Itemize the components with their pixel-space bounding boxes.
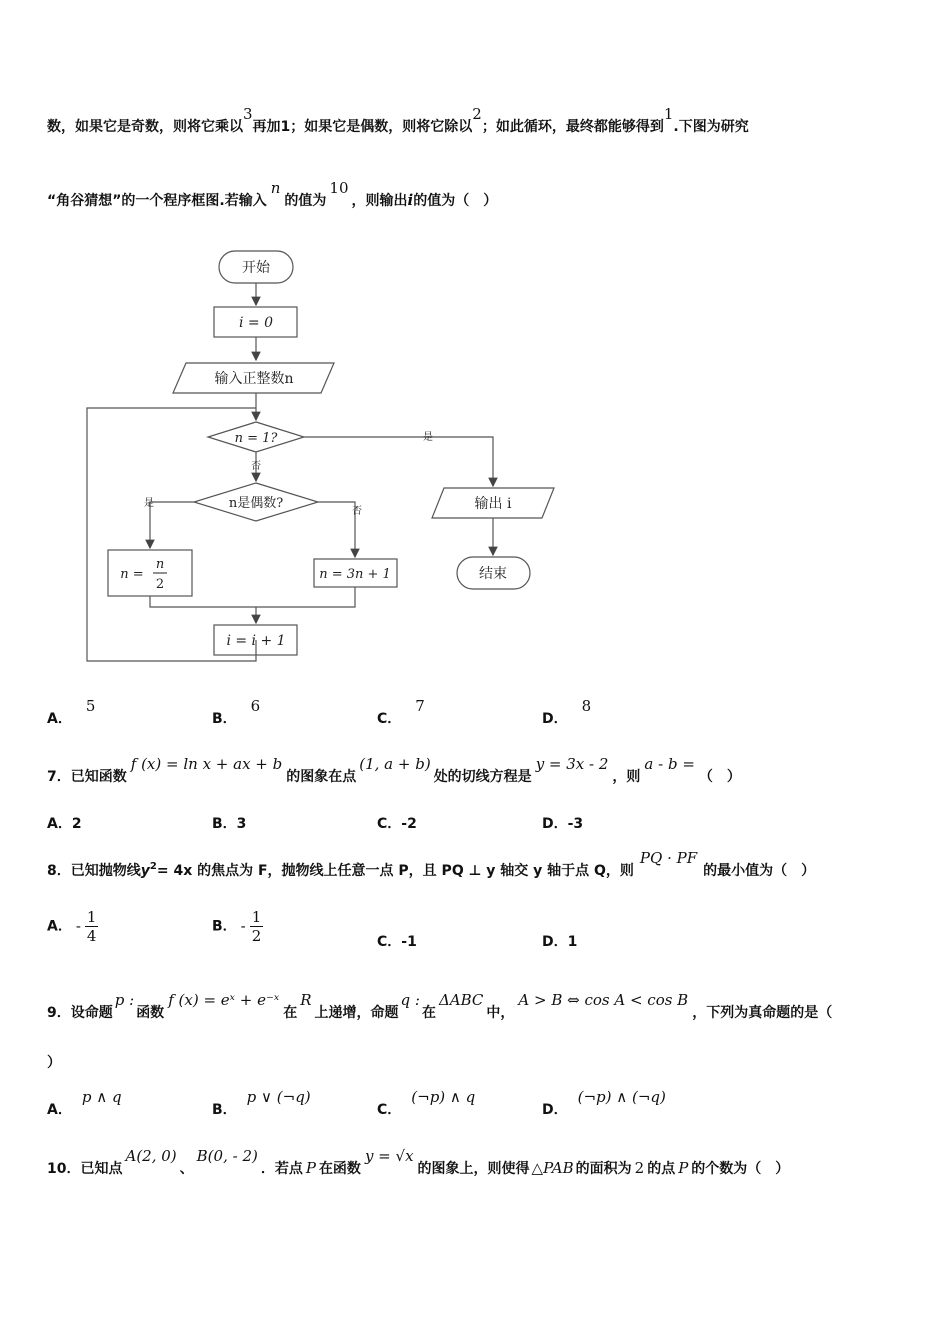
q6-line-1: 数，如果它是奇数，则将它乘以3再加1；如果它是偶数，则将它除以2；如此循环，最终都能够得到1.下图为研究 bbox=[47, 105, 749, 135]
q8-option-d[interactable]: D．1 bbox=[542, 934, 578, 950]
even-denominator: 2 bbox=[155, 577, 165, 592]
odd-label: n = 3n + 1 bbox=[319, 567, 391, 582]
even-lhs: n = bbox=[120, 567, 144, 582]
yes-label-1: 是 bbox=[423, 432, 433, 443]
no-label-2: 否 bbox=[352, 506, 362, 517]
q6-option-c[interactable]: C．7 bbox=[377, 697, 425, 727]
even-numerator: n bbox=[155, 557, 165, 572]
inc-label: i = i + 1 bbox=[226, 633, 286, 649]
q8-option-c[interactable]: C．-1 bbox=[377, 934, 417, 950]
cond2-label: n是偶数? bbox=[228, 496, 284, 511]
q9-option-a[interactable]: A．p ∧ q bbox=[47, 1088, 122, 1118]
q9-option-b[interactable]: B．p ∨ (¬q) bbox=[212, 1088, 311, 1118]
q9-option-d[interactable]: D．(¬p) ∧ (¬q) bbox=[542, 1088, 666, 1118]
q7-stem: 7．已知函数f (x) = ln x + ax + b的图象在点(1, a + b)处的切线方程是y = 3x - 2，则a - b =（ ） bbox=[47, 755, 741, 785]
no-label-1: 否 bbox=[251, 461, 261, 472]
cond1-label: n = 1? bbox=[234, 431, 278, 446]
start-label: 开始 bbox=[242, 260, 270, 276]
q8-stem: 8．已知抛物线$y^2= 4x$ 的焦点为 F，抛物线上任意一点 P，且 PQ ⊥ y 轴交 y 轴于点 Q，则PQ · PF的最小值为（ ） bbox=[47, 849, 816, 879]
q9-stem: 9．设命题p :函数f (x) = eˣ + e⁻ˣ在R上递增，命题q :在ΔABC中，A > B ⇔ cos A < cos B，下列为真命题的是（ bbox=[47, 991, 833, 1021]
q7-option-b[interactable]: B．3 bbox=[212, 816, 247, 832]
q7-option-a[interactable]: A．2 bbox=[47, 816, 82, 832]
q9-option-c[interactable]: C．(¬p) ∧ q bbox=[377, 1088, 476, 1118]
q8-option-a[interactable]: A． - $\frac{1}{4}$ bbox=[47, 908, 97, 945]
q6-option-b[interactable]: B．6 bbox=[212, 697, 261, 727]
q8-option-b[interactable]: B． - $\frac{1}{2}$ bbox=[212, 908, 262, 945]
input-label: 输入正整数n bbox=[214, 371, 294, 387]
init-label: i = 0 bbox=[238, 315, 274, 331]
output-label: 输出 i bbox=[474, 496, 512, 512]
q6-line-2: “角谷猜想”的一个程序框图.若输入n的值为10，则输出i的值为（ ） bbox=[47, 179, 498, 209]
q6-option-a[interactable]: A．5 bbox=[47, 697, 96, 727]
q6-option-d[interactable]: D．8 bbox=[542, 697, 592, 727]
q7-option-c[interactable]: C．-2 bbox=[377, 816, 417, 832]
q7-option-d[interactable]: D．-3 bbox=[542, 816, 584, 832]
yes-label-2: 是 bbox=[144, 498, 154, 509]
q9-close-paren: ） bbox=[47, 1055, 61, 1071]
end-label: 结束 bbox=[479, 566, 507, 582]
q10-stem: 10．已知点A(2, 0)、B(0, - 2)．若点 P 在函数y = √x的图象上，则使得 △PAB 的面积为 2 的点 P 的个数为（ ） bbox=[47, 1147, 790, 1177]
